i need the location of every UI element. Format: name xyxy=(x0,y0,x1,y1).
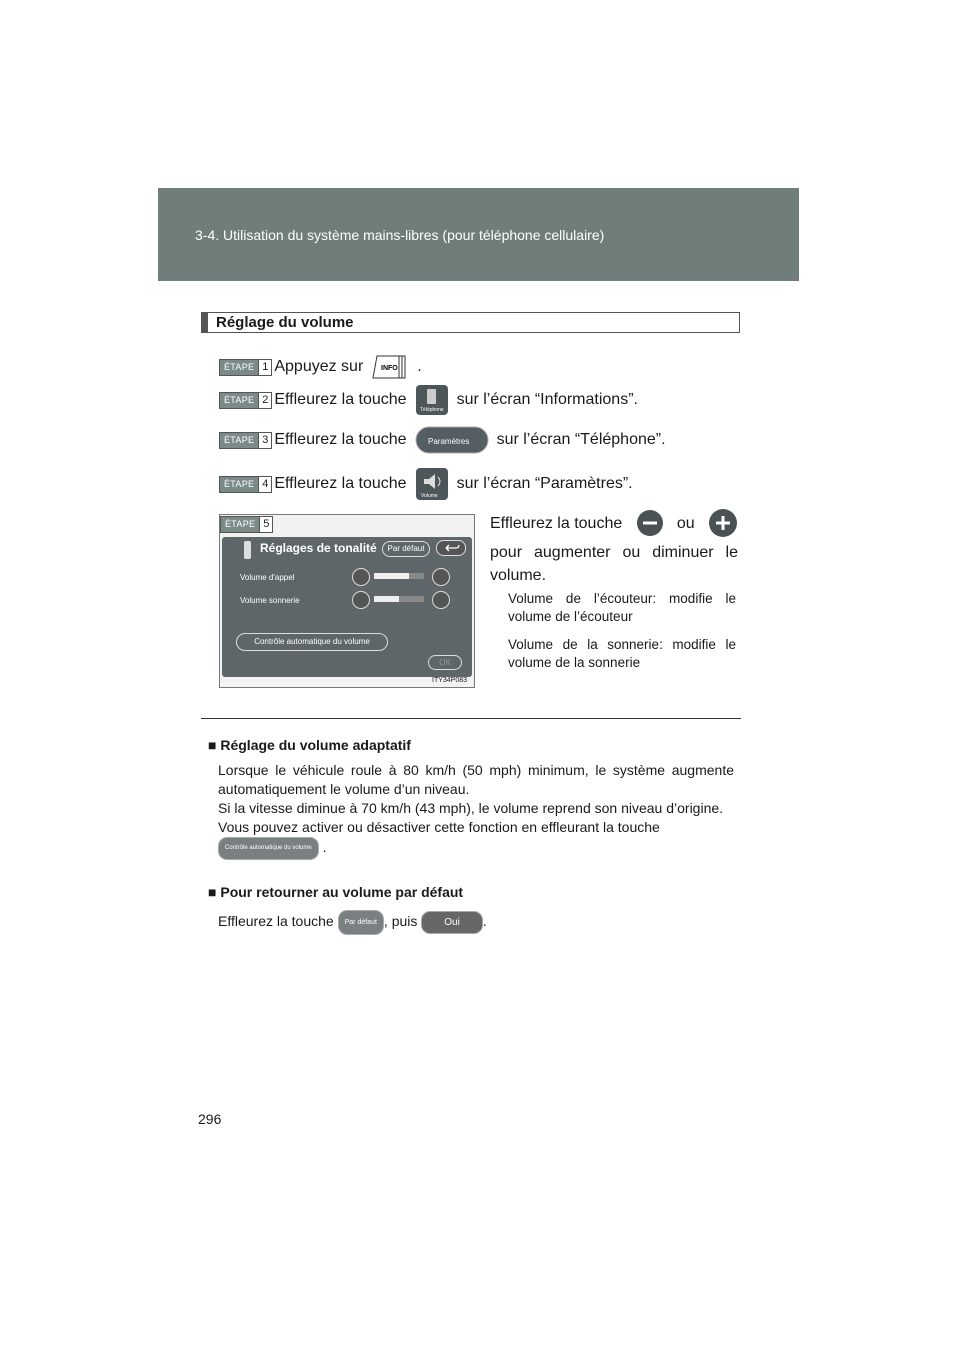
row2-level-track xyxy=(374,596,424,602)
minus-icon xyxy=(636,509,664,537)
step-5-rest: pour augmenter ou diminuer le volume. xyxy=(490,544,738,584)
section-title: Réglage du volume xyxy=(216,314,354,331)
parametres-button-icon xyxy=(415,426,489,454)
step-badge: ÉTAPE 3 xyxy=(219,432,272,449)
step-badge: ÉTAPE 5 xyxy=(220,516,273,533)
divider xyxy=(201,718,741,719)
screen-display xyxy=(222,537,472,677)
list-item: Volume de l’écouteur: modifie le volume de l’écouteur xyxy=(508,591,736,624)
plus-icon[interactable] xyxy=(432,568,450,586)
step-2-text: Effleurez la touche xyxy=(274,391,407,408)
svg-text:INFO: INFO xyxy=(381,365,399,372)
screen-title: Réglages de tonalité xyxy=(260,541,377,555)
note-1-para: Vous pouvez activer ou désactiver cette fonction en effleurant la touche xyxy=(218,819,660,835)
step-badge: ÉTAPE 2 xyxy=(219,392,272,409)
page-number: 296 xyxy=(198,1111,222,1127)
minus-icon[interactable] xyxy=(352,591,370,609)
back-icon[interactable] xyxy=(436,540,466,556)
image-code: ITY34P083 xyxy=(432,677,468,684)
note-1-para-end: Contrôle automatique du volume . xyxy=(218,837,734,860)
note-2-body: Effleurez la touche Par défaut , puis Oui . xyxy=(218,910,734,935)
note-1-title: ■ Réglage du volume adaptatif xyxy=(208,737,411,753)
section-title-box xyxy=(201,312,740,333)
note-1-body xyxy=(218,761,734,860)
list-item: Volume de la sonnerie: modifie le volume de la sonnerie xyxy=(508,637,736,670)
note-2-title: ■ Pour retourner au volume par défaut xyxy=(208,884,464,900)
step-2-end: sur l’écran “Informations”. xyxy=(456,391,638,408)
step-1-text: Appuyez sur xyxy=(274,358,364,375)
step-2 xyxy=(219,384,638,416)
step-1-end: . xyxy=(417,358,422,375)
default-button[interactable]: Par défaut xyxy=(382,541,430,557)
step-3-end: sur l’écran “Téléphone”. xyxy=(496,431,666,448)
info-button-icon xyxy=(371,352,411,382)
breadcrumb: 3-4. Utilisation du système mains-libres (pour téléphone cellulaire) xyxy=(195,227,605,243)
step-3-text: Effleurez la touche xyxy=(274,431,407,448)
svg-text:Volume: Volume xyxy=(420,493,438,499)
oui-button-icon: Oui xyxy=(421,911,483,934)
plus-icon xyxy=(708,508,738,538)
step-5-or: ou xyxy=(676,514,695,532)
ok-button[interactable]: OK xyxy=(428,655,462,670)
plus-icon[interactable] xyxy=(432,591,450,609)
telephone-button-icon xyxy=(415,384,449,416)
step-4 xyxy=(219,467,633,501)
svg-text:Téléphone: Téléphone xyxy=(419,407,444,413)
title-marker xyxy=(244,541,251,559)
row2-label: Volume sonnerie xyxy=(240,596,300,605)
auto-volume-button[interactable]: Contrôle automatique du volume xyxy=(236,633,388,651)
section-title-bar xyxy=(202,313,208,332)
minus-icon[interactable] xyxy=(352,568,370,586)
screen-screenshot xyxy=(219,514,475,688)
auto-volume-button-icon: Contrôle automatique du volume xyxy=(218,837,319,860)
step-5-intro: Effleurez la touche xyxy=(490,514,623,532)
note-1-para: Si la vitesse diminue à 70 km/h (43 mph), le volume reprend son niveau d’origine. xyxy=(218,800,724,816)
default-button-icon: Par défaut xyxy=(338,910,384,935)
step-3 xyxy=(219,426,666,454)
step-1 xyxy=(219,352,422,382)
step-badge: ÉTAPE 1 xyxy=(219,359,272,376)
svg-text:Paramètres: Paramètres xyxy=(427,437,469,446)
step-5-text xyxy=(490,508,738,587)
row1-label: Volume d'appel xyxy=(240,573,295,582)
note-1-para: Lorsque le véhicule roule à 80 km/h (50 mph) minimum, le système augmente automatiquement le volume d’un niveau. xyxy=(218,762,734,797)
step-4-text: Effleurez la touche xyxy=(274,475,407,492)
step-badge: ÉTAPE 4 xyxy=(219,476,272,493)
volume-button-icon xyxy=(415,467,449,501)
row1-level-track xyxy=(374,573,424,579)
step-4-end: sur l’écran “Paramètres”. xyxy=(456,475,633,492)
